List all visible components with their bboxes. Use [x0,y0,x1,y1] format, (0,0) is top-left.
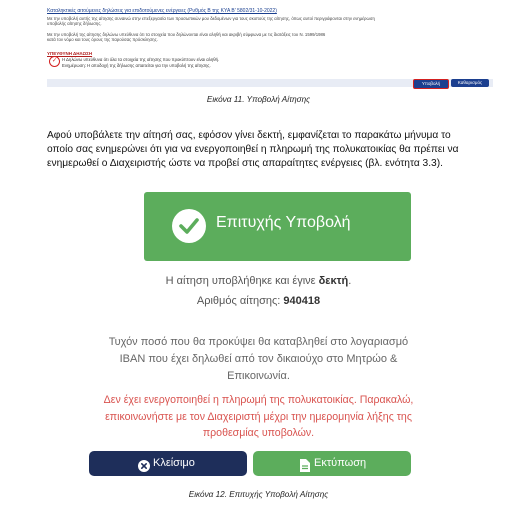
declaration-note: Ενημέρωση: Η αποδοχή της δήλωσης απαιτείται για την υποβολή της αίτησης. [62,63,211,68]
figure-caption: Εικόνα 11. Υποβολή Αίτησης [206,95,311,104]
iban-info-text: Τυχόν ποσό που θα προκύψει θα καταβληθεί στο λογαριασμό IBAN που έχει δηλωθεί από τον δικαιούχο στο Μητρώο & Επικοινωνία. [108,336,409,382]
form-paragraph: κατά τον νόμο και τους όρους της παρούσας πρόσκλησης. [47,37,158,42]
close-icon [138,457,150,482]
form-paragraph: υποβολής αίτησης δήλωσης. [47,21,102,26]
declaration-text: Η Δηλώνω υπεύθυνα ότι όλα τα στοιχεία της αίτησης που προκύπτουν είναι αληθή. [62,57,220,62]
close-button[interactable] [89,451,247,476]
figure-caption: Εικόνα 12. Επιτυχής Υποβολή Αίτησης [188,490,329,499]
application-number: Αριθμός αίτησης: 940418 [196,295,321,307]
form-paragraph: Με την υποβολή αυτής της αίτησης συναινώ στην επεξεργασία των προσωπικών μου δεδομένων για τους σκοπούς της αίτησης, όπως αυτοί περιγράφονται στην ενημέρωση [47,16,375,21]
success-title: Επιτυχής Υποβολή [216,214,351,231]
print-button-label: Εκτύπωση [314,457,367,469]
submission-form-screenshot [47,6,493,87]
form-paragraph: Με την υποβολή της αίτησης δηλώνω υπεύθυνα ότι τα στοιχεία που δηλώνονται είναι αληθή και ακριβή σύμφωνα με τις διατάξεις του Ν. 1599/1986 [47,32,326,37]
print-document-icon [299,457,310,482]
status-accepted: δεκτή [318,275,349,287]
payment-warning-text: Δεν έχει ενεργοποιηθεί η πληρωμή της πολυκατοικίας. Παρακαλώ, επικοινωνήστε με τον Διαχειριστή μέχρι την ημερομηνία λήξης της προθεσμίας υποβολών. [103,394,414,439]
check-circle-icon [172,209,206,243]
declaration-heading: ΥΠΕΥΘΥΝΗ ΔΗΛΩΣΗ [47,51,93,56]
success-banner [144,192,411,261]
form-title-link[interactable]: Καταληκτικές αιτούμενες δηλώσεις για επιδοτούμενες ενέργειες (Ρυθμός Β της ΚΥΑ Β' 5802/31-10-2022) [47,8,277,14]
submit-button[interactable]: Υποβολή [413,79,449,89]
submission-status-text: Η αίτηση υποβλήθηκε και έγινε δεκτή. [165,275,352,287]
close-button-label: Κλείσιμο [153,457,195,469]
declaration-checkbox[interactable] [49,56,60,67]
print-button[interactable] [253,451,411,476]
clear-button[interactable]: Καθαρισμός [451,79,489,87]
application-number-value: 940418 [283,295,321,307]
body-paragraph: Αφού υποβάλετε την αίτησή σας, εφόσον γίνει δεκτή, εμφανίζεται το παρακάτω μήνυμα το οποίο σας ενημερώνει ότι για να ενεργοποιηθεί η πληρωμή της πολυκατοικίας θα πρέπει να ενημερωθεί ο Διαχειριστής ώστε να προβεί στις απαραίτητες ενέργειες (βλ. ενότητα 3.3). [47,130,459,169]
checkmark-icon: ✓ [52,58,58,64]
